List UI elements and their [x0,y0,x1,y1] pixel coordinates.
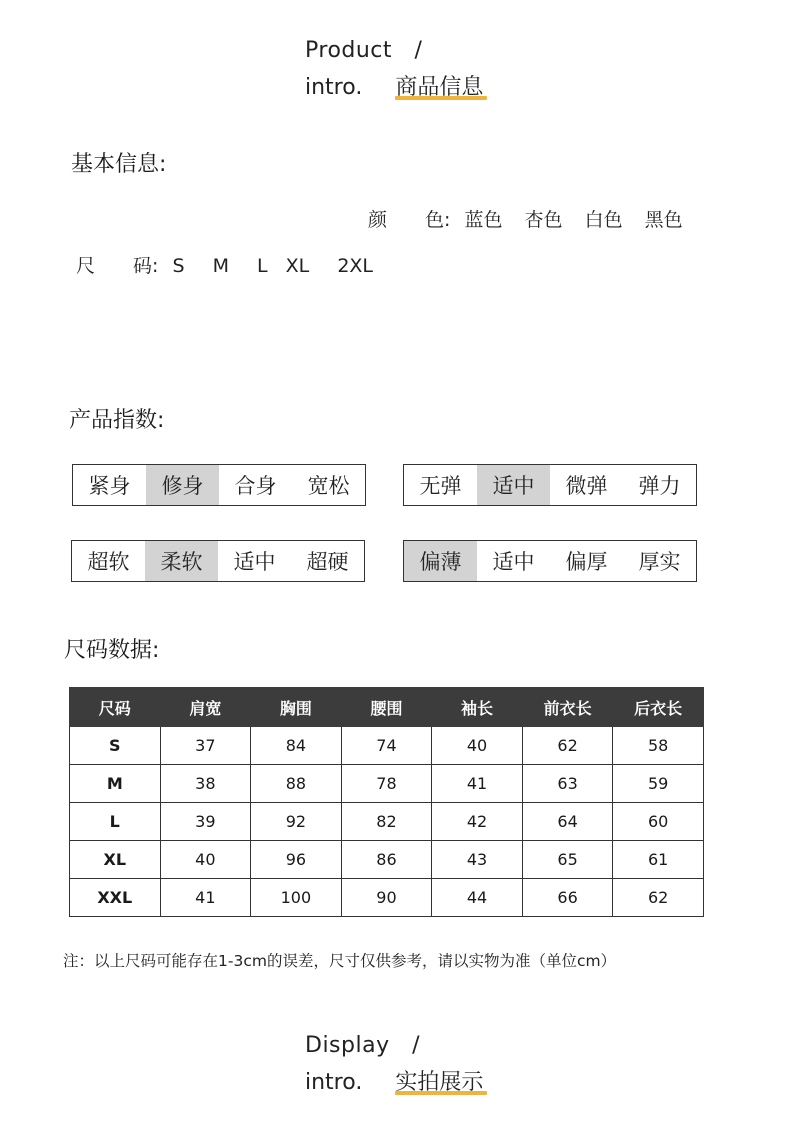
size-info-line [76,251,373,278]
size-note: 注：以上尺码可能存在1-3cm的误差，尺寸仅供参考，请以实物为准（单位cm） [63,952,617,970]
table-header-row [70,688,704,727]
table-row [70,727,704,765]
product-heading-line2 [305,70,483,101]
scale-option: 适中 [492,550,535,574]
column-header: 腰围 [341,688,432,727]
product-heading-cn: 商品信息 [395,70,483,101]
scale-option: 适中 [477,465,550,505]
measurement-cell: 64 [522,803,613,841]
product-index-title: 产品指数: [69,408,165,433]
scale-option: 微弹 [565,474,608,498]
color-info-line [368,205,683,232]
size-option: S [172,255,185,277]
size-cell: S [70,727,161,765]
scale-option: 适中 [233,550,276,574]
scale-option: 超软 [87,550,130,574]
size-table-body [70,727,704,917]
size-label: 尺 码: [76,255,159,277]
scale-option: 偏薄 [404,541,477,581]
product-heading-intro: intro. [305,75,363,100]
display-heading-cn: 实拍展示 [395,1065,483,1096]
measurement-cell: 92 [251,803,342,841]
column-header: 袖长 [432,688,523,727]
measurement-cell: 38 [160,765,251,803]
scale-option: 弹力 [638,474,681,498]
measurement-cell: 42 [432,803,523,841]
color-option: 黑色 [644,209,683,231]
measurement-cell: 100 [251,879,342,917]
measurement-cell: 44 [432,879,523,917]
measurement-cell: 43 [432,841,523,879]
measurement-cell: 63 [522,765,613,803]
scale-option: 超硬 [306,550,349,574]
size-option: XL [285,255,310,277]
scale-option: 偏厚 [565,550,608,574]
measurement-cell: 90 [341,879,432,917]
display-heading-intro: intro. [305,1070,363,1095]
scale-option: 合身 [234,474,277,498]
measurement-cell: 60 [613,803,704,841]
size-option: M [212,255,229,277]
measurement-cell: 74 [341,727,432,765]
size-table [69,687,704,917]
size-option: 2XL [337,255,374,277]
scale-option: 柔软 [145,541,218,581]
table-row [70,841,704,879]
table-row [70,879,704,917]
elasticity-scale [403,464,697,506]
color-label: 颜 色: [368,209,451,231]
color-option: 白色 [584,209,623,231]
thickness-scale [403,540,697,582]
color-option: 蓝色 [464,209,503,231]
color-option: 杏色 [524,209,563,231]
measurement-cell: 41 [432,765,523,803]
table-row [70,803,704,841]
size-data-title: 尺码数据: [64,638,160,663]
fit-scale [72,464,366,506]
measurement-cell: 37 [160,727,251,765]
scale-option: 无弹 [419,474,462,498]
scale-option: 紧身 [88,474,131,498]
table-row [70,765,704,803]
measurement-cell: 86 [341,841,432,879]
scale-option: 宽松 [307,474,350,498]
size-option: L [257,255,268,277]
scale-option: 修身 [146,465,219,505]
measurement-cell: 84 [251,727,342,765]
measurement-cell: 41 [160,879,251,917]
column-header: 胸围 [251,688,342,727]
size-cell: XXL [70,879,161,917]
measurement-cell: 59 [613,765,704,803]
scale-option: 厚实 [638,550,681,574]
size-cell: L [70,803,161,841]
basic-info-title: 基本信息: [71,152,167,177]
measurement-cell: 78 [341,765,432,803]
measurement-cell: 62 [522,727,613,765]
measurement-cell: 39 [160,803,251,841]
measurement-cell: 40 [432,727,523,765]
size-cell: XL [70,841,161,879]
measurement-cell: 88 [251,765,342,803]
column-header: 后衣长 [613,688,704,727]
product-heading-en: Product / [305,38,423,63]
measurement-cell: 40 [160,841,251,879]
measurement-cell: 62 [613,879,704,917]
measurement-cell: 82 [341,803,432,841]
size-cell: M [70,765,161,803]
column-header: 肩宽 [160,688,251,727]
display-heading-line2 [305,1065,483,1096]
column-header: 前衣长 [522,688,613,727]
display-heading-en: Display / [305,1033,421,1058]
measurement-cell: 96 [251,841,342,879]
measurement-cell: 58 [613,727,704,765]
measurement-cell: 61 [613,841,704,879]
measurement-cell: 66 [522,879,613,917]
softness-scale [71,540,365,582]
column-header: 尺码 [70,688,161,727]
measurement-cell: 65 [522,841,613,879]
